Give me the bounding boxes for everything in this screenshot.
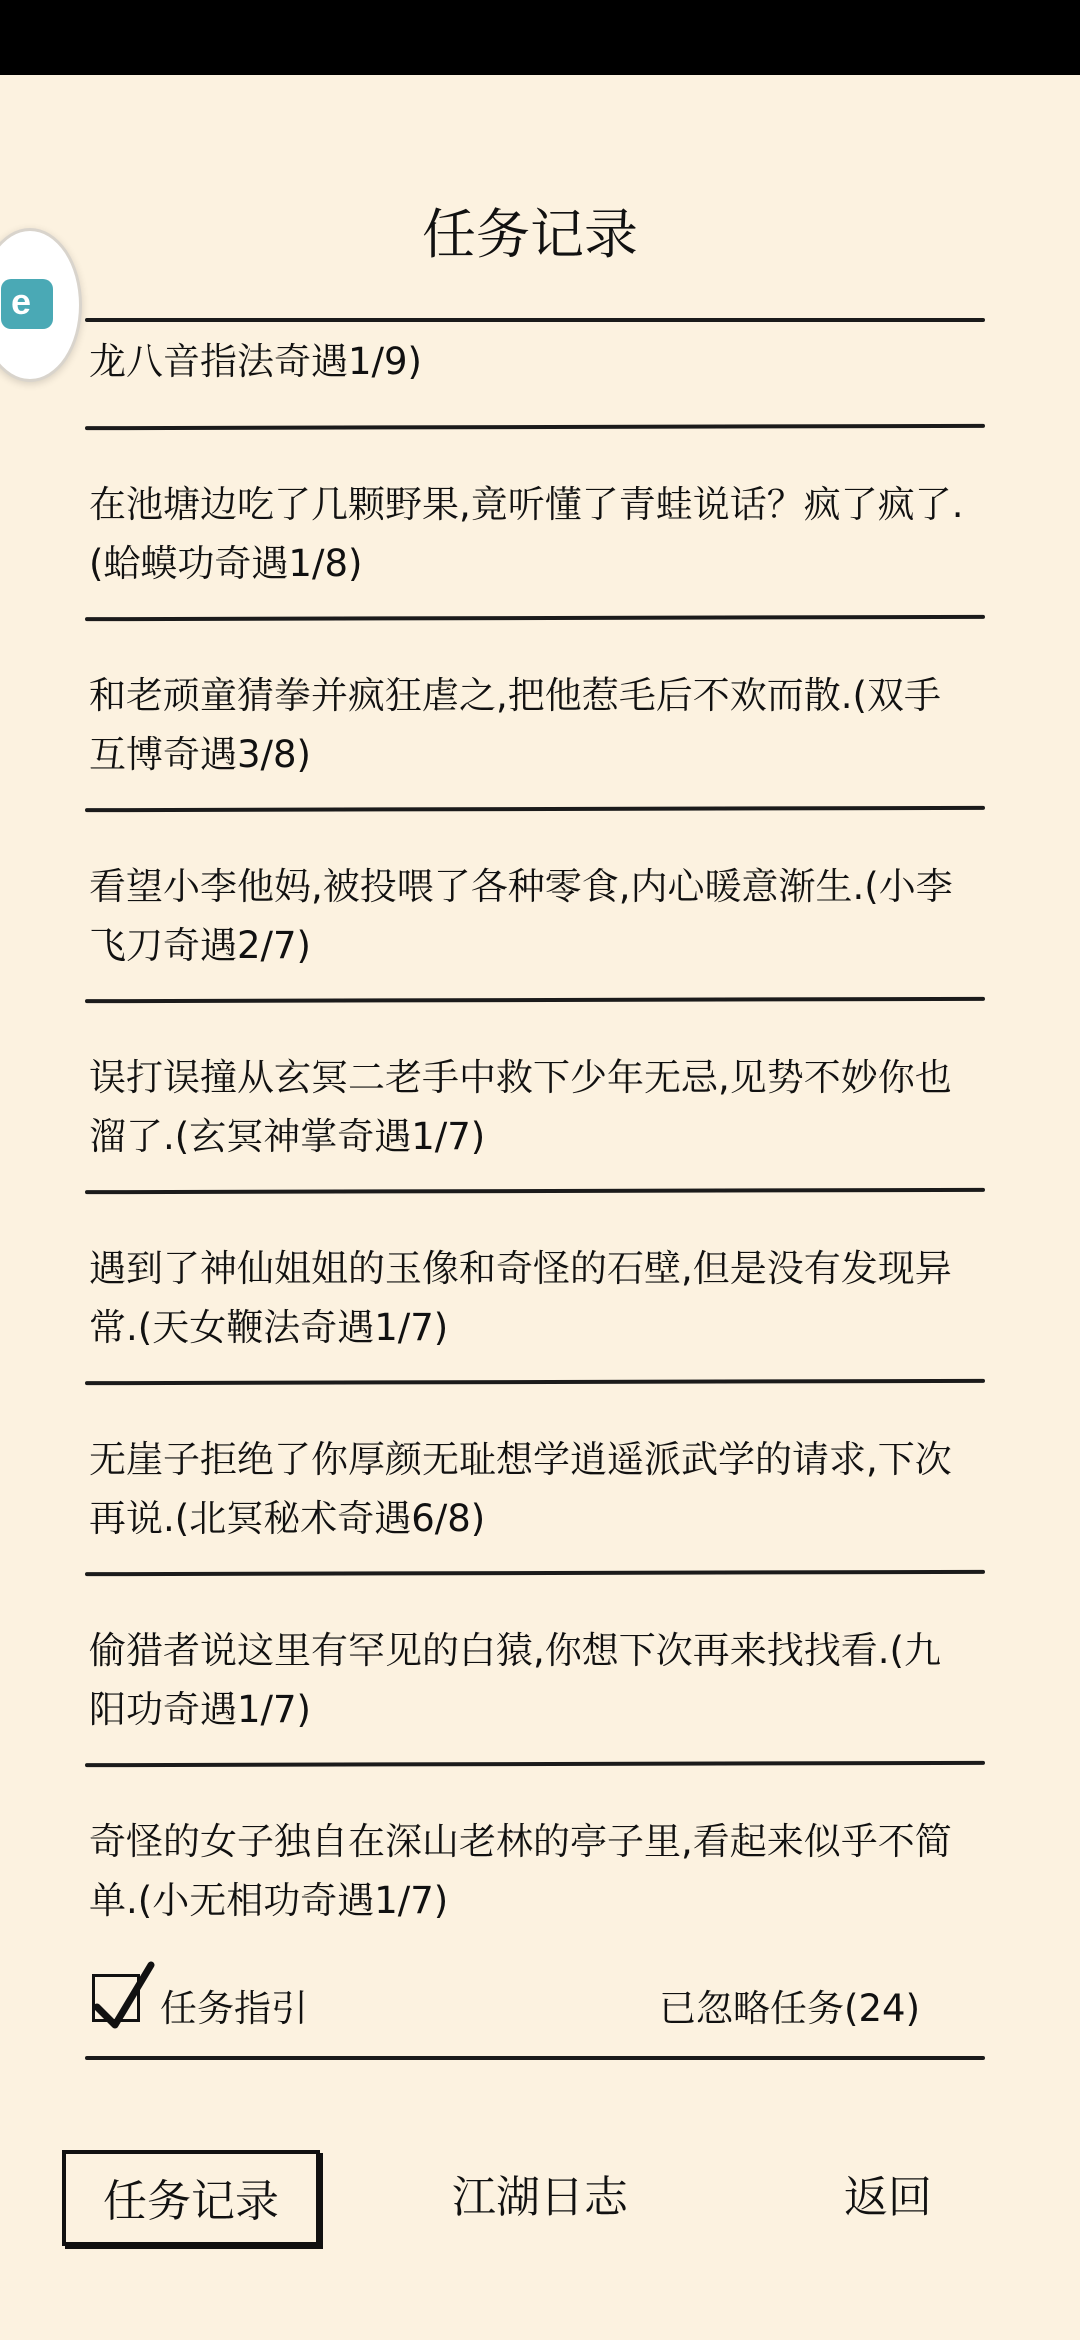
task-entry-text: 偷猎者说这里有罕见的白猿,你想下次再来找找看.(九阳功奇遇1/7) xyxy=(89,1629,941,1731)
entry-divider xyxy=(85,1761,985,1767)
task-entry-text: 无崖子拒绝了你厚颜无耻想学逍遥派武学的请求,下次再说.(北冥秘术奇遇6/8) xyxy=(89,1438,952,1540)
app-badge-icon: e xyxy=(1,279,53,329)
entry-divider xyxy=(85,806,985,812)
task-guide-checkbox[interactable] xyxy=(92,1974,140,2022)
back-button[interactable]: 返回 xyxy=(844,2172,932,2223)
tab-task-records[interactable]: 任务记录 xyxy=(62,2150,320,2246)
task-entry-text: 遇到了神仙姐姐的玉像和奇怪的石壁,但是没有发现异常.(天女鞭法奇遇1/7) xyxy=(89,1247,952,1349)
entry-divider xyxy=(85,997,985,1003)
list-item xyxy=(85,1762,1005,1953)
task-entry-text: 在池塘边吃了几颗野果,竟听懂了青蛙说话？疯了疯了.(蛤蟆功奇遇1/8) xyxy=(89,483,964,585)
entry-divider xyxy=(85,615,985,621)
list-item xyxy=(85,1189,1005,1380)
entry-divider xyxy=(85,1379,985,1385)
ignored-tasks-button[interactable]: 已忽略任务(24) xyxy=(659,1987,920,2030)
list-item xyxy=(85,1380,1005,1571)
task-entry-text: 奇怪的女子独自在深山老林的亭子里,看起来似乎不简单.(小无相功奇遇1/7) xyxy=(89,1820,952,1922)
entry-divider xyxy=(85,424,985,430)
status-bar xyxy=(0,0,1080,75)
task-entry-text: 和老顽童猜拳并疯狂虐之,把他惹毛后不欢而散.(双手互博奇遇3/8) xyxy=(89,674,941,776)
list-item xyxy=(85,318,1005,425)
tab-jianghu-journal[interactable]: 江湖日志 xyxy=(452,2172,628,2223)
task-entry-text: 看望小李他妈,被投喂了各种零食,内心暖意渐生.(小李飞刀奇遇2/7) xyxy=(89,865,953,967)
task-guide-label[interactable]: 任务指引 xyxy=(160,1987,308,2030)
list-item xyxy=(85,616,1005,807)
checkmark-icon xyxy=(89,1955,159,2035)
list-item xyxy=(85,425,1005,616)
entry-divider xyxy=(85,1188,985,1194)
footer-divider xyxy=(85,2056,985,2060)
task-record-list[interactable] xyxy=(85,318,1005,1956)
task-entry-text: 龙八音指法奇遇1/9) xyxy=(89,340,422,383)
entry-divider xyxy=(85,1570,985,1576)
list-item xyxy=(85,807,1005,998)
task-record-list-inner xyxy=(85,318,1005,1953)
page-title: 任务记录 xyxy=(422,203,638,266)
task-entry-text: 误打误撞从玄冥二老手中救下少年无忌,见势不妙你也溜了.(玄冥神掌奇遇1/7) xyxy=(89,1056,952,1158)
list-item xyxy=(85,1571,1005,1762)
list-item xyxy=(85,998,1005,1189)
